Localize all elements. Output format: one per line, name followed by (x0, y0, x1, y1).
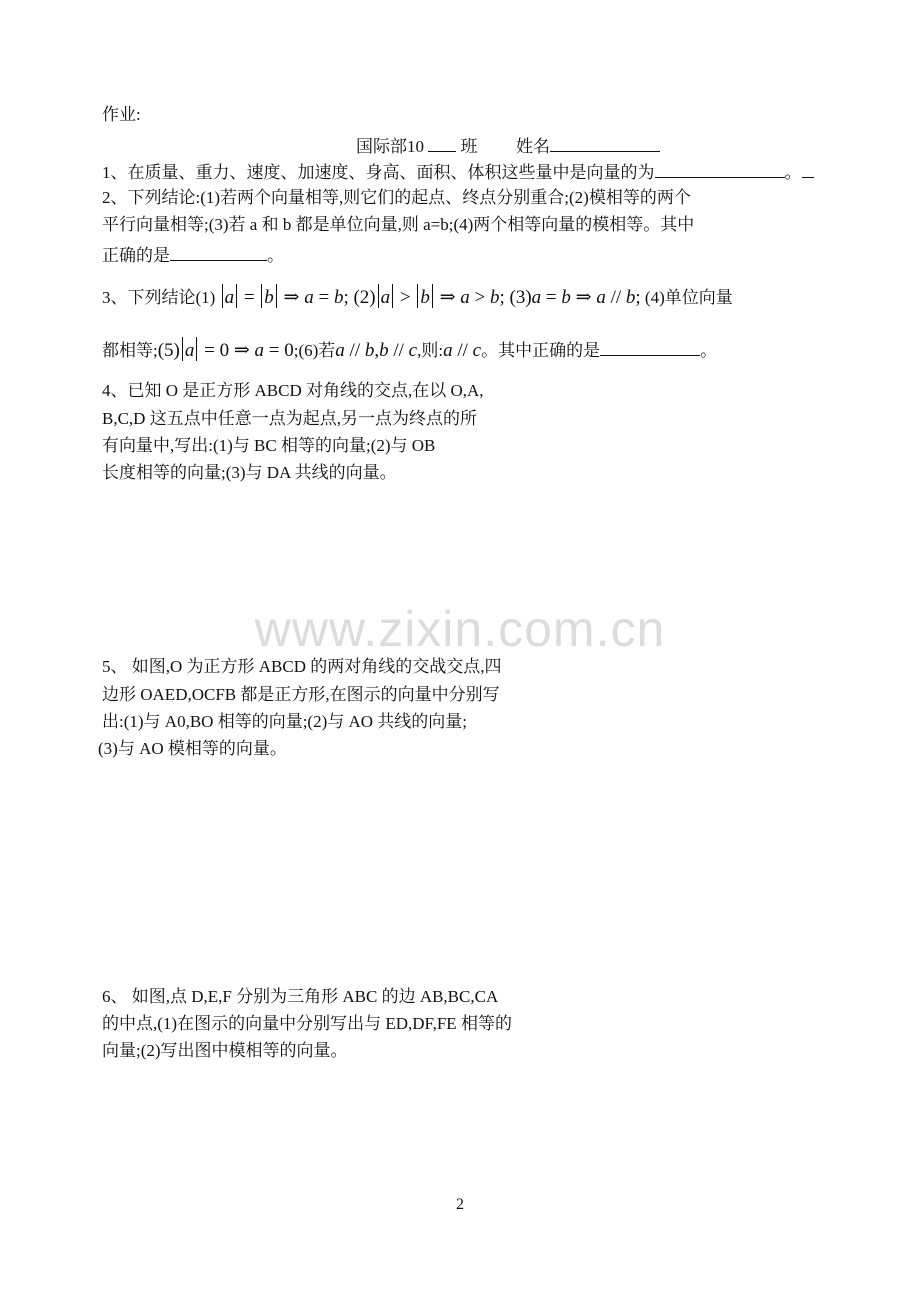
question-1 (102, 159, 814, 184)
class-suffix: 班 (460, 137, 478, 156)
question-4-line-3: 有向量中,写出:(1)与 BC 相等的向量;(2)与 OB (102, 436, 436, 455)
question-3-line2-prefix: 都相等; (102, 341, 158, 360)
name-label: 姓名 (516, 137, 550, 156)
question-5-line-1: 5、 如图,O 为正方形 ABCD 的两对角线的交战交点,四 (102, 657, 502, 676)
question-2-line-2: 平行向量相等;(3)若 a 和 b 都是单位向量,则 a=b;(4)两个相等向量的模相等。其中 (102, 215, 695, 234)
question-3-tail: (4)单位向量 (644, 288, 733, 307)
question-3-line2-tail: 。其中正确的是 (481, 341, 601, 360)
question-6-line-2: 的中点,(1)在图示的向量中分别写出与 ED,DF,FE 相等的 (102, 1014, 512, 1033)
question-4-line-2: B,C,D 这五点中任意一点为起点,另一点为终点的所 (102, 409, 477, 428)
question-6-line-1: 6、 如图,点 D,E,F 分别为三角形 ABC 的边 AB,BC,CA (102, 987, 499, 1006)
question-5-line-3: 出:(1)与 A0,BO 相等的向量;(2)与 AO 共线的向量; (102, 712, 468, 731)
question-1-end: 。 (784, 163, 802, 182)
name-blank[interactable] (550, 133, 660, 152)
question-4-line-4: 长度相等的向量;(3)与 DA 共线的向量。 (102, 463, 397, 482)
formula-1: a = b ⇒ a = b; (2) a > b ⇒ a > b; (3)a = b ⇒ a // b; (220, 287, 641, 308)
question-5-line-4: (3)与 AO 模相等的向量。 (98, 739, 287, 758)
question-3-line-2 (102, 337, 717, 362)
question-2-line-1: 2、下列结论:(1)若两个向量相等,则它们的起点、终点分别重合;(2)模相等的两个 (102, 188, 691, 207)
formula-5: (5) a = 0 ⇒ a = 0 (158, 340, 294, 361)
question-1-blank[interactable] (655, 159, 785, 178)
question-2-blank[interactable] (170, 242, 267, 261)
formula-6: a // b,b // c (335, 340, 418, 361)
class-number-blank[interactable] (428, 133, 456, 152)
question-2-end: 。 (267, 246, 284, 265)
question-3-then: ,则: (417, 341, 444, 360)
question-3-prefix: 3、下列结论(1) (102, 288, 216, 307)
question-6-line-3: 向量;(2)写出图中模相等的向量。 (102, 1041, 348, 1060)
question-3-line-1 (102, 284, 733, 309)
question-3-mid: ;(6)若 (293, 341, 336, 360)
question-2-text: 正确的是 (102, 246, 170, 265)
watermark: www.zixin.com.cn (254, 601, 666, 657)
question-1-text: 1、在质量、重力、速度、加速度、身高、面积、体积这些量中是向量的为 (102, 163, 655, 182)
question-5-line-2: 边形 OAED,OCFB 都是正方形,在图示的向量中分别写 (102, 685, 500, 704)
formula-7: a // c (443, 340, 482, 361)
question-3-blank[interactable] (600, 337, 700, 356)
question-2-line-3 (102, 242, 284, 267)
class-prefix: 国际部10 (356, 137, 424, 156)
question-4-line-1: 4、已知 O 是正方形 ABCD 对角线的交点,在以 O,A, (102, 381, 484, 400)
question-3-end: 。 (700, 341, 718, 360)
class-name-line (356, 133, 660, 158)
page-number: 2 (456, 1196, 464, 1213)
homework-label: 作业: (102, 105, 141, 124)
